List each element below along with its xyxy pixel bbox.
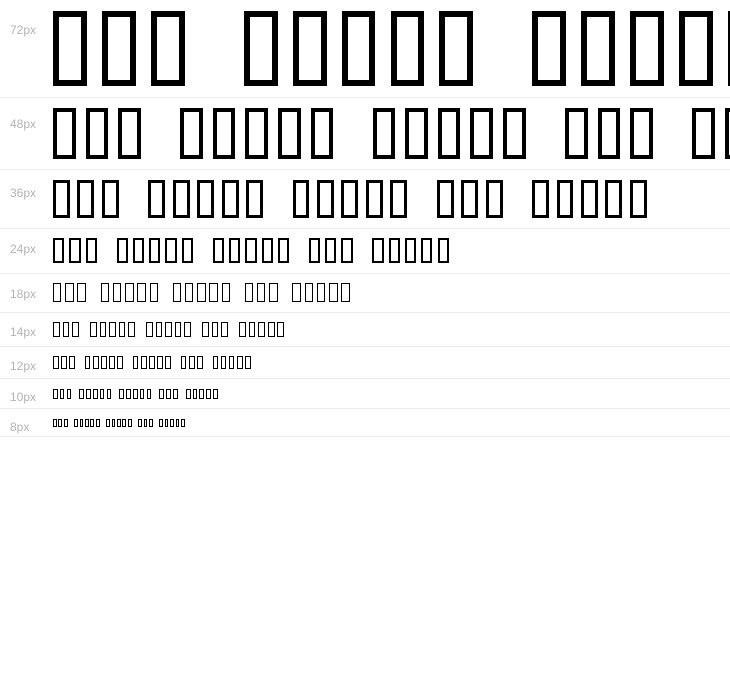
notdef-glyph-icon — [438, 108, 461, 158]
notdef-glyph-icon — [438, 238, 449, 263]
notdef-glyph-icon — [245, 238, 256, 263]
notdef-glyph-icon — [65, 283, 73, 302]
notdef-glyph-icon — [58, 419, 62, 427]
notdef-glyph-icon — [173, 283, 181, 302]
notdef-glyph-icon — [128, 322, 135, 337]
sample-word — [292, 283, 349, 302]
notdef-glyph-icon — [532, 11, 566, 87]
notdef-glyph-icon — [437, 180, 454, 218]
notdef-glyph-icon — [532, 180, 549, 218]
notdef-glyph-icon — [53, 322, 60, 337]
notdef-glyph-icon — [197, 180, 214, 218]
font-size-label: 10px — [10, 390, 37, 405]
sample-word — [373, 108, 526, 158]
notdef-glyph-icon — [212, 322, 219, 337]
notdef-glyph-icon — [61, 356, 67, 369]
notdef-glyph-icon — [126, 389, 131, 400]
notdef-glyph-icon — [182, 238, 193, 263]
notdef-glyph-icon — [118, 108, 141, 158]
sample-text-line — [53, 179, 730, 219]
notdef-glyph-icon — [329, 283, 337, 302]
waterfall-row — [0, 98, 730, 170]
sample-word — [202, 322, 228, 337]
notdef-glyph-icon — [181, 419, 185, 427]
notdef-glyph-icon — [85, 356, 91, 369]
notdef-glyph-icon — [630, 108, 653, 158]
sample-text-line — [53, 107, 730, 160]
notdef-glyph-icon — [85, 419, 89, 427]
notdef-glyph-icon — [389, 238, 400, 263]
notdef-glyph-icon — [102, 180, 119, 218]
notdef-glyph-icon — [128, 419, 132, 427]
sample-word — [53, 238, 97, 263]
waterfall-row — [0, 313, 730, 347]
notdef-glyph-icon — [150, 283, 158, 302]
notdef-glyph-icon — [249, 322, 256, 337]
notdef-glyph-icon — [405, 108, 428, 158]
notdef-glyph-icon — [102, 11, 136, 87]
notdef-glyph-icon — [53, 180, 70, 218]
notdef-glyph-icon — [213, 238, 224, 263]
notdef-glyph-icon — [133, 356, 139, 369]
notdef-glyph-icon — [598, 108, 621, 158]
sample-word — [213, 356, 251, 369]
sample-word — [159, 389, 177, 400]
notdef-glyph-icon — [373, 108, 396, 158]
sample-word — [53, 108, 141, 158]
notdef-glyph-icon — [197, 356, 203, 369]
sample-word — [213, 238, 289, 263]
notdef-glyph-icon — [100, 322, 107, 337]
sample-text-line — [53, 238, 730, 264]
notdef-glyph-icon — [159, 419, 163, 427]
sample-word — [53, 419, 68, 427]
notdef-glyph-icon — [138, 419, 142, 427]
sample-text-line — [53, 9, 730, 88]
notdef-glyph-icon — [175, 322, 182, 337]
notdef-glyph-icon — [173, 389, 178, 400]
notdef-glyph-icon — [258, 322, 265, 337]
font-size-label: 24px — [10, 242, 37, 257]
notdef-glyph-icon — [222, 283, 230, 302]
notdef-glyph-icon — [77, 180, 94, 218]
notdef-glyph-icon — [119, 322, 126, 337]
notdef-glyph-icon — [53, 283, 61, 302]
notdef-glyph-icon — [293, 180, 310, 218]
sample-word — [53, 283, 86, 302]
notdef-glyph-icon — [185, 283, 193, 302]
notdef-glyph-icon — [122, 419, 126, 427]
notdef-glyph-icon — [305, 283, 313, 302]
notdef-glyph-icon — [202, 322, 209, 337]
notdef-glyph-icon — [244, 11, 278, 87]
sample-word — [692, 108, 730, 158]
notdef-glyph-icon — [439, 11, 473, 87]
sample-word — [239, 322, 284, 337]
notdef-glyph-icon — [268, 322, 275, 337]
notdef-glyph-icon — [176, 419, 180, 427]
notdef-glyph-icon — [93, 356, 99, 369]
sample-word — [293, 180, 408, 218]
notdef-glyph-icon — [117, 419, 121, 427]
notdef-glyph-icon — [60, 389, 65, 400]
sample-text-line — [53, 418, 730, 427]
notdef-glyph-icon — [133, 238, 144, 263]
sample-word — [133, 356, 171, 369]
notdef-glyph-icon — [63, 322, 70, 337]
sample-word — [74, 419, 99, 427]
notdef-glyph-icon — [166, 389, 171, 400]
notdef-glyph-icon — [317, 180, 334, 218]
font-size-label: 18px — [10, 286, 37, 301]
notdef-glyph-icon — [222, 180, 239, 218]
sample-text-line — [53, 283, 730, 303]
notdef-glyph-icon — [141, 356, 147, 369]
notdef-glyph-icon — [213, 389, 218, 400]
notdef-glyph-icon — [119, 389, 124, 400]
notdef-glyph-icon — [53, 356, 59, 369]
sample-word — [53, 180, 119, 218]
sample-word — [138, 419, 153, 427]
notdef-glyph-icon — [221, 322, 228, 337]
notdef-glyph-icon — [209, 283, 217, 302]
notdef-glyph-icon — [292, 283, 300, 302]
sample-word — [309, 238, 353, 263]
notdef-glyph-icon — [229, 238, 240, 263]
sample-word — [53, 389, 71, 400]
notdef-glyph-icon — [405, 238, 416, 263]
notdef-glyph-icon — [53, 11, 87, 87]
notdef-glyph-icon — [67, 389, 72, 400]
notdef-glyph-icon — [221, 356, 227, 369]
notdef-glyph-icon — [64, 419, 68, 427]
notdef-glyph-icon — [148, 180, 165, 218]
waterfall-row — [0, 379, 730, 409]
sample-word — [180, 108, 333, 158]
notdef-glyph-icon — [157, 356, 163, 369]
notdef-glyph-icon — [341, 180, 358, 218]
notdef-glyph-icon — [325, 238, 336, 263]
sample-word — [437, 180, 503, 218]
notdef-glyph-icon — [90, 322, 97, 337]
sample-word — [148, 180, 263, 218]
notdef-glyph-icon — [144, 419, 148, 427]
notdef-glyph-icon — [159, 389, 164, 400]
sample-text-line — [53, 322, 730, 337]
notdef-glyph-icon — [69, 356, 75, 369]
notdef-glyph-icon — [93, 389, 98, 400]
sample-word — [90, 322, 135, 337]
notdef-glyph-icon — [366, 180, 383, 218]
notdef-glyph-icon — [107, 389, 112, 400]
sample-word — [532, 180, 647, 218]
notdef-glyph-icon — [133, 389, 138, 400]
notdef-glyph-icon — [206, 389, 211, 400]
notdef-glyph-icon — [245, 108, 268, 158]
notdef-glyph-icon — [74, 419, 78, 427]
notdef-glyph-icon — [317, 283, 325, 302]
notdef-glyph-icon — [605, 180, 622, 218]
notdef-glyph-icon — [86, 238, 97, 263]
notdef-glyph-icon — [245, 356, 251, 369]
notdef-glyph-icon — [106, 419, 110, 427]
sample-word — [79, 389, 111, 400]
notdef-glyph-icon — [149, 419, 153, 427]
sample-word — [244, 11, 474, 87]
notdef-glyph-icon — [101, 356, 107, 369]
notdef-glyph-icon — [151, 11, 185, 87]
notdef-glyph-icon — [461, 180, 478, 218]
notdef-glyph-icon — [149, 356, 155, 369]
notdef-glyph-icon — [53, 108, 76, 158]
notdef-glyph-icon — [630, 11, 664, 87]
waterfall-row — [0, 409, 730, 437]
sample-word — [53, 322, 79, 337]
font-size-label: 12px — [10, 358, 37, 373]
notdef-glyph-icon — [246, 180, 263, 218]
notdef-glyph-icon — [189, 356, 195, 369]
sample-text-line — [53, 388, 730, 399]
notdef-glyph-icon — [77, 283, 85, 302]
notdef-glyph-icon — [390, 180, 407, 218]
notdef-glyph-icon — [112, 419, 116, 427]
font-size-label: 72px — [10, 23, 37, 38]
font-size-label: 48px — [10, 116, 37, 131]
notdef-glyph-icon — [165, 322, 172, 337]
sample-word — [186, 389, 218, 400]
notdef-glyph-icon — [503, 108, 526, 158]
waterfall-row — [0, 347, 730, 379]
notdef-glyph-icon — [277, 322, 284, 337]
notdef-glyph-icon — [269, 283, 277, 302]
notdef-glyph-icon — [156, 322, 163, 337]
notdef-glyph-icon — [53, 238, 64, 263]
sample-word — [146, 322, 191, 337]
notdef-glyph-icon — [245, 283, 253, 302]
notdef-glyph-icon — [86, 108, 109, 158]
sample-word — [106, 419, 131, 427]
waterfall-row — [0, 274, 730, 313]
sample-word — [372, 238, 448, 263]
notdef-glyph-icon — [147, 389, 152, 400]
sample-word — [85, 356, 123, 369]
sample-text-line — [53, 356, 730, 369]
notdef-glyph-icon — [86, 389, 91, 400]
notdef-glyph-icon — [725, 108, 730, 158]
notdef-glyph-icon — [237, 356, 243, 369]
notdef-glyph-icon — [109, 356, 115, 369]
notdef-glyph-icon — [53, 419, 57, 427]
sample-word — [117, 238, 193, 263]
notdef-glyph-icon — [180, 108, 203, 158]
notdef-glyph-icon — [96, 419, 100, 427]
notdef-glyph-icon — [165, 356, 171, 369]
notdef-glyph-icon — [581, 11, 615, 87]
notdef-glyph-icon — [581, 180, 598, 218]
waterfall-row — [0, 229, 730, 274]
notdef-glyph-icon — [181, 356, 187, 369]
font-size-label: 14px — [10, 324, 37, 339]
sample-word — [565, 108, 653, 158]
notdef-glyph-icon — [165, 419, 169, 427]
notdef-glyph-icon — [213, 108, 236, 158]
notdef-glyph-icon — [565, 108, 588, 158]
notdef-glyph-icon — [421, 238, 432, 263]
notdef-glyph-icon — [184, 322, 191, 337]
notdef-glyph-icon — [679, 11, 713, 87]
notdef-glyph-icon — [470, 108, 493, 158]
notdef-glyph-icon — [229, 356, 235, 369]
sample-word — [119, 389, 151, 400]
notdef-glyph-icon — [140, 389, 145, 400]
font-size-label: 8px — [10, 419, 30, 434]
notdef-glyph-icon — [342, 11, 376, 87]
notdef-glyph-icon — [486, 180, 503, 218]
notdef-glyph-icon — [90, 419, 94, 427]
notdef-glyph-icon — [213, 356, 219, 369]
notdef-glyph-icon — [262, 238, 273, 263]
notdef-glyph-icon — [80, 419, 84, 427]
notdef-glyph-icon — [170, 419, 174, 427]
notdef-glyph-icon — [109, 322, 116, 337]
sample-word — [173, 283, 230, 302]
notdef-glyph-icon — [72, 322, 79, 337]
sample-word — [532, 11, 730, 87]
notdef-glyph-icon — [149, 238, 160, 263]
notdef-glyph-icon — [372, 238, 383, 263]
sample-word — [53, 356, 75, 369]
font-size-label: 36px — [10, 186, 37, 201]
notdef-glyph-icon — [278, 238, 289, 263]
notdef-glyph-icon — [293, 11, 327, 87]
notdef-glyph-icon — [165, 238, 176, 263]
notdef-glyph-icon — [341, 283, 349, 302]
notdef-glyph-icon — [311, 108, 334, 158]
notdef-glyph-icon — [137, 283, 145, 302]
sample-word — [181, 356, 203, 369]
notdef-glyph-icon — [100, 389, 105, 400]
notdef-glyph-icon — [117, 356, 123, 369]
notdef-glyph-icon — [199, 389, 204, 400]
sample-word — [53, 11, 185, 87]
sample-word — [245, 283, 278, 302]
notdef-glyph-icon — [630, 180, 647, 218]
waterfall-row — [0, 0, 730, 98]
notdef-glyph-icon — [186, 389, 191, 400]
notdef-glyph-icon — [278, 108, 301, 158]
notdef-glyph-icon — [557, 180, 574, 218]
notdef-glyph-icon — [125, 283, 133, 302]
sample-word — [159, 419, 184, 427]
notdef-glyph-icon — [341, 238, 352, 263]
notdef-glyph-icon — [69, 238, 80, 263]
notdef-glyph-icon — [692, 108, 715, 158]
notdef-glyph-icon — [173, 180, 190, 218]
notdef-glyph-icon — [53, 389, 58, 400]
notdef-glyph-icon — [117, 238, 128, 263]
notdef-glyph-icon — [146, 322, 153, 337]
sample-word — [101, 283, 158, 302]
notdef-glyph-icon — [239, 322, 246, 337]
notdef-glyph-icon — [257, 283, 265, 302]
notdef-glyph-icon — [101, 283, 109, 302]
notdef-glyph-icon — [197, 283, 205, 302]
notdef-glyph-icon — [193, 389, 198, 400]
notdef-glyph-icon — [309, 238, 320, 263]
notdef-glyph-icon — [79, 389, 84, 400]
notdef-glyph-icon — [113, 283, 121, 302]
waterfall-row — [0, 170, 730, 229]
notdef-glyph-icon — [391, 11, 425, 87]
